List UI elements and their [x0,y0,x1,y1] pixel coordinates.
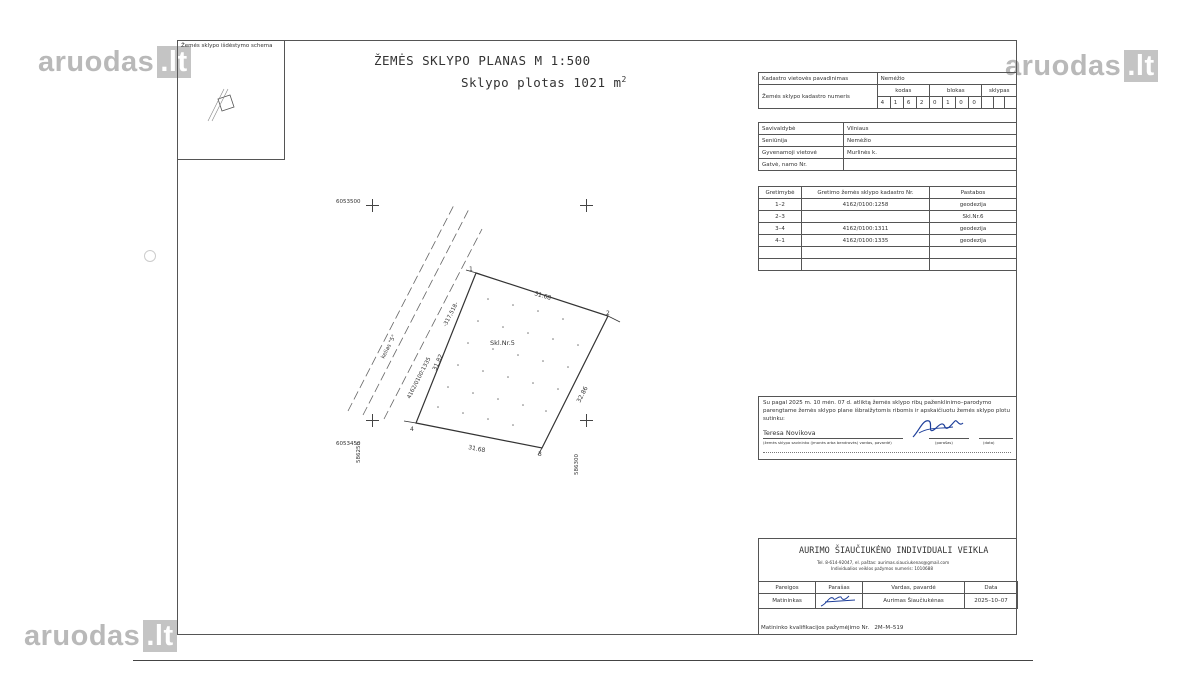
neighbors-cell [930,259,1017,271]
cadastre-number-label: Žemės sklypo kadastro numeris [759,85,878,109]
side-41-label: 31.82 [431,353,445,372]
side-23-label: 32.86 [575,385,590,404]
qualification-row: Matininko kvalifikacijos pažymėjimo Nr. 2M–M–519 [761,625,904,631]
neighbors-row [759,247,1017,259]
cadastre-digit: 4 [877,97,890,109]
company-staff-table [758,581,1018,609]
staff-date: 2025–10–07 [965,594,1018,609]
plan-area: Sklypo plotas 1021 $m^2$ [461,75,627,91]
address-value: Murlinės k. [844,147,1017,159]
agreement-text-3: sutinku: [763,416,785,422]
grid-cross [366,414,379,427]
neighbors-row [759,223,1017,235]
address-label: Gyvenamoji vietovė [759,147,844,159]
road-number-label: -317,518- [442,301,460,328]
neighbors-cell: 3–4 [759,223,802,235]
agreement-text-1: Su pagal 2025 m. 10 mėn. 07 d. atliktą žemės sklypo ribų paženklinimo–parodymo [763,400,992,406]
vertex-2-label: 2 [606,310,610,317]
neighbors-cell: geodezija [930,235,1017,247]
address-label: Gatvė, namo Nr. [759,159,844,171]
cadastre-digit: 0 [969,97,982,109]
staff-signature-cell [816,594,863,609]
vertex-1-label: 1 [469,266,473,273]
date-caption: (data) [983,440,995,445]
surveyor-signature [819,594,859,608]
neighbors-cell [802,247,930,259]
location-scheme [178,41,285,160]
neighbors-cell: 2–3 [759,211,802,223]
address-row [759,135,1017,147]
side-34-label: 31.68 [467,444,486,455]
company-contact-2: Individualios veiklos pažymos numeris: 1010688 [831,566,933,571]
owner-name-line [763,438,903,439]
parcel-drawing [318,191,778,491]
neighbors-row [759,235,1017,247]
cadastre-digit: 0 [956,97,969,109]
staff-role: Matininkas [759,594,816,609]
neighbors-header: Gretimybė [759,187,802,199]
staff-name: Aurimas Šiaučiukėnas [863,594,965,609]
neighbors-cell: 4162/0100:1311 [802,223,930,235]
address-row [759,123,1017,135]
address-label: Savivaldybė [759,123,844,135]
neighbors-cell [930,247,1017,259]
neighbors-row [759,211,1017,223]
cadastre-digit: 1 [890,97,903,109]
vertex-4-label: 4 [410,426,414,433]
company-block [758,538,1017,635]
staff-header: Data [965,582,1018,594]
cadastre-digit [993,97,1004,109]
cadastre-digit: 0 [930,97,943,109]
cadastre-digit: 2 [916,97,929,109]
grid-label-y2: 6053450 [336,441,361,447]
punch-hole [144,250,156,262]
neighbors-cell: 4162/0100:1258 [802,199,930,211]
grid-label-y1: 6053500 [336,199,361,205]
neighbors-cell: Skl.Nr.6 [930,211,1017,223]
staff-header: Parašas [816,582,863,594]
page-bottom-line [133,660,1033,661]
sign-caption: (parašas) [935,440,953,445]
neighbors-header: Pastabos [930,187,1017,199]
owner-agreement [758,396,1017,460]
owner-name: Teresa Novikova [763,429,816,437]
address-row [759,147,1017,159]
address-value [844,159,1017,171]
parcel-label: Skl.Nr.5 [490,339,515,347]
cadastre-digit [1005,97,1017,109]
company-name: AURIMO ŠIAUČIUKĖNO INDIVIDUALI VEIKLA [799,546,989,556]
neighbors-cell [802,211,930,223]
neighbors-cell: geodezija [930,223,1017,235]
neighbors-row [759,259,1017,271]
watermark-top-left: aruodas .lt [38,46,191,79]
neighbors-cell [802,259,930,271]
agreement-dotted-line [763,452,1011,453]
side-12-label: 31.68 [533,290,552,302]
neighbor-parcel-label: 4162/0100:1335 [406,356,433,400]
grid-cross [580,414,593,427]
neighbors-cell: 4–1 [759,235,802,247]
grid-cross [580,199,593,212]
plan-title: ŽEMĖS SKLYPO PLANAS M 1:500 [374,53,591,68]
neighbors-cell: 4162/0100:1335 [802,235,930,247]
owner-caption: (žemės sklypo savininko (įmonės arba bendrovės) vardas, pavardė) [763,440,892,445]
owner-date-line [979,438,1013,439]
grid-cross [366,199,379,212]
cadastre-col-kodas: kodas [877,85,929,97]
address-row [759,159,1017,171]
company-contact-1: Tel. 8-614-92047, el. paštas: aurimas.siauciukenas@gmail.com [817,560,950,565]
address-table [758,122,1017,171]
address-value: Vilniaus [844,123,1017,135]
neighbors-row [759,199,1017,211]
location-scheme-title: Žemės sklypo išdėstymo schema [181,43,273,49]
neighbors-header: Gretimo žemės sklypo kadastro Nr. [802,187,930,199]
cadastre-table [758,72,1017,109]
location-scheme-map [178,51,284,156]
cadastre-location-label: Kadastro vietovės pavadinimas [759,73,878,85]
address-label: Seniūnija [759,135,844,147]
plan-sheet [177,40,1017,635]
staff-header: Vardas, pavardė [863,582,965,594]
owner-signature [909,415,969,441]
cadastre-col-blokas: blokas [930,85,982,97]
neighbors-cell: 1–2 [759,199,802,211]
address-value: Nemėžio [844,135,1017,147]
neighbors-cell: geodezija [930,199,1017,211]
watermark-top-right: aruodas .lt [1005,50,1158,83]
vertex-3-label: 3 [538,451,542,458]
cadastre-col-sklypas: sklypas [982,85,1017,97]
neighbors-table [758,186,1017,271]
staff-header: Pareigos [759,582,816,594]
cadastre-digit: 1 [943,97,956,109]
road-label: kelias "5" [380,334,398,360]
grid-label-x2: 586300 [574,454,580,475]
cadastre-digit [982,97,993,109]
cadastre-location-value: Nemėžio [877,73,1016,85]
watermark-bottom-left: aruodas .lt [24,620,177,653]
agreement-text-2: parengtame žemės sklypo plane išbraižytomis ribomis ir apskaičiuotu žemės sklypo plotu [763,408,1010,414]
staff-row [759,594,1018,609]
cadastre-digit: 6 [903,97,916,109]
grid-label-x1: 586250 [356,442,362,463]
